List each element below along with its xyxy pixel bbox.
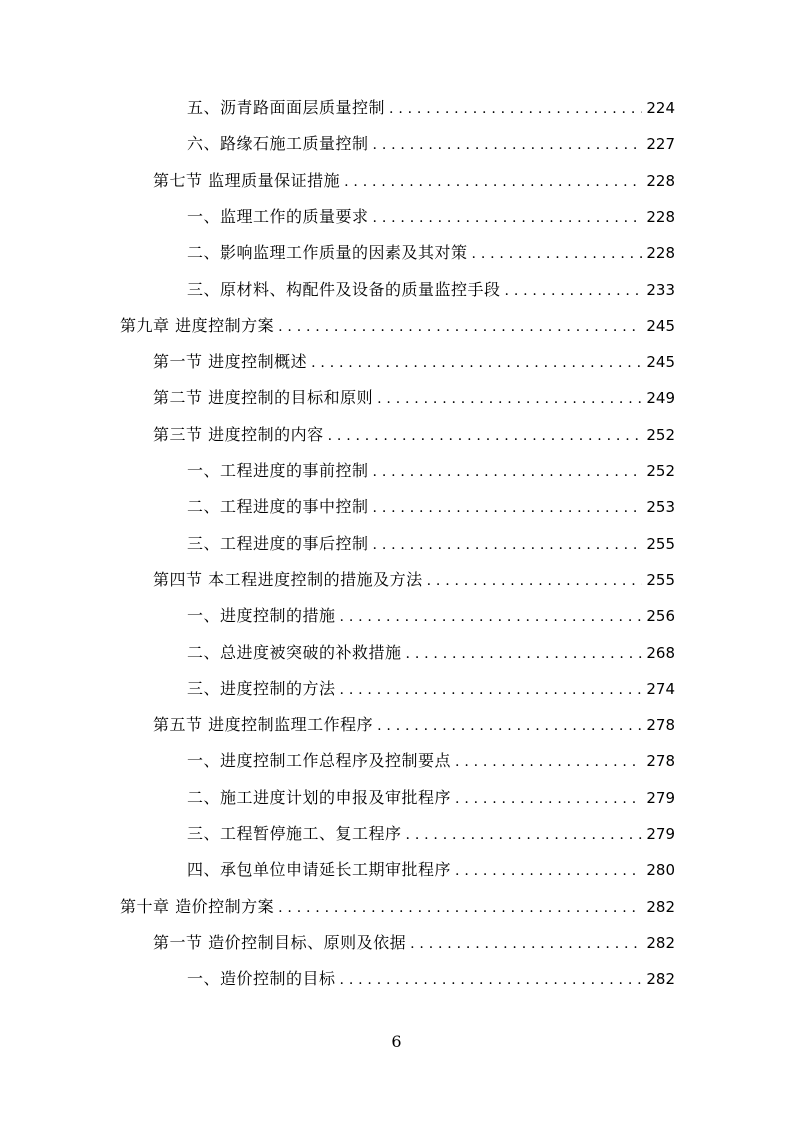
toc-leader-dots	[389, 94, 642, 124]
toc-entry[interactable]	[187, 129, 675, 159]
toc-leader-dots	[455, 747, 642, 777]
toc-entry-title: 三、工程进度的事后控制	[187, 533, 369, 553]
toc-entry-title: 五、沥青路面面层质量控制	[187, 98, 386, 117]
toc-entry-title: 一、进度控制的措施	[187, 606, 336, 626]
toc-leader-dots	[472, 239, 643, 269]
toc-leader-dots	[344, 167, 642, 197]
toc-leader-dots	[455, 784, 642, 814]
toc-leader-dots	[377, 384, 642, 414]
toc-entry-title: 四、承包单位申请延长工期审批程序	[187, 860, 452, 880]
toc-entry-title: 二、总进度被突破的补救措施	[187, 642, 402, 662]
toc-entry[interactable]	[153, 166, 675, 196]
toc-entry[interactable]	[153, 383, 675, 413]
toc-entry-page: 227	[646, 135, 675, 154]
toc-entry-page: 256	[646, 607, 675, 626]
toc-entry[interactable]	[187, 492, 675, 522]
toc-entry-page: 282	[646, 897, 675, 916]
toc-entry[interactable]	[120, 311, 675, 341]
toc-leader-dots	[455, 856, 642, 886]
toc-leader-dots	[328, 421, 643, 451]
toc-entry-title: 一、造价控制的目标	[187, 969, 336, 989]
toc-entry-page: 233	[646, 280, 675, 299]
toc-entry[interactable]	[187, 238, 675, 268]
toc-entry-page: 255	[646, 534, 675, 553]
toc-entry[interactable]	[187, 638, 675, 668]
toc-entry-title: 六、路缘石施工质量控制	[187, 134, 369, 154]
toc-entry-title: 三、工程暂停施工、复工程序	[187, 824, 402, 843]
toc-leader-dots	[340, 675, 643, 705]
toc-entry-page: 245	[646, 316, 675, 335]
toc-entry-title: 三、原材料、构配件及设备的质量监控手段	[187, 279, 501, 299]
toc-entry-page: 278	[646, 716, 675, 735]
toc-entry-page: 252	[646, 462, 675, 480]
toc-entry-page: 278	[646, 752, 675, 771]
toc-leader-dots	[373, 493, 643, 523]
toc-entry[interactable]	[153, 420, 675, 450]
toc-entry[interactable]	[187, 456, 675, 486]
toc-entry-title: 第七节 监理质量保证措施	[153, 170, 341, 190]
toc-leader-dots	[373, 530, 643, 560]
toc-entry-page: 228	[646, 207, 675, 226]
toc-entry-page: 282	[646, 970, 675, 989]
toc-leader-dots	[311, 348, 642, 378]
toc-entry-page: 253	[646, 498, 675, 517]
toc-leader-dots	[377, 711, 642, 741]
toc-leader-dots	[340, 965, 643, 995]
toc-leader-dots	[340, 602, 643, 632]
toc-entry-title: 一、监理工作的质量要求	[187, 206, 369, 226]
toc-leader-dots	[278, 893, 642, 923]
toc-leader-dots	[406, 639, 643, 669]
toc-entry[interactable]	[187, 855, 675, 885]
toc-leader-dots	[427, 566, 643, 596]
toc-entry-page: 279	[646, 788, 675, 807]
toc-leader-dots	[373, 130, 643, 160]
toc-entry[interactable]	[187, 601, 675, 631]
toc-entry-title: 第三节 进度控制的内容	[153, 424, 324, 444]
toc-leader-dots	[373, 203, 643, 233]
toc-entry-title: 第二节 进度控制的目标和原则	[153, 388, 374, 408]
toc-entry-title: 第四节 本工程进度控制的措施及方法	[153, 569, 423, 589]
toc-leader-dots	[278, 312, 642, 342]
toc-entry-title: 三、进度控制的方法	[187, 678, 336, 698]
toc-entry[interactable]	[187, 746, 675, 776]
toc-entry-page: 249	[646, 389, 675, 408]
toc-entry-title: 二、影响监理工作质量的因素及其对策	[187, 243, 468, 263]
toc-entry[interactable]	[153, 347, 675, 377]
toc-entry-page: 245	[646, 353, 675, 372]
toc-entry[interactable]	[187, 93, 675, 123]
toc-entry-title: 一、工程进度的事前控制	[187, 461, 369, 480]
toc-entry-page: 255	[646, 570, 675, 589]
toc-entry[interactable]	[187, 674, 675, 704]
toc-entry[interactable]	[187, 964, 675, 994]
toc-leader-dots	[505, 276, 643, 306]
toc-entry-page: 280	[646, 861, 675, 880]
toc-entry[interactable]	[153, 928, 675, 958]
toc-entry-page: 228	[646, 244, 675, 263]
toc-entry[interactable]	[187, 783, 675, 813]
toc-entry-title: 第五节 进度控制监理工作程序	[153, 715, 374, 735]
toc-entry[interactable]	[153, 565, 675, 595]
toc-leader-dots	[410, 929, 642, 959]
toc-leader-dots	[373, 457, 643, 487]
toc-entry-page: 282	[646, 933, 675, 952]
toc-entry-title: 二、施工进度计划的申报及审批程序	[187, 787, 452, 807]
page-number: 6	[391, 1032, 402, 1051]
toc-entry-page: 228	[646, 171, 675, 190]
toc-entry-title: 一、进度控制工作总程序及控制要点	[187, 751, 452, 771]
toc-entry-title: 第一节 造价控制目标、原则及依据	[153, 932, 407, 952]
toc-entry[interactable]	[187, 275, 675, 305]
toc-entry[interactable]	[187, 202, 675, 232]
toc-entry-page: 274	[646, 679, 675, 698]
toc-entry[interactable]	[153, 710, 675, 740]
toc-entry-page: 279	[646, 825, 675, 843]
toc-leader-dots	[406, 820, 643, 850]
toc-entry-page: 224	[646, 99, 675, 117]
toc-entry[interactable]	[187, 819, 675, 849]
toc-entry-title: 二、工程进度的事中控制	[187, 497, 369, 517]
toc-entry-page: 252	[646, 425, 675, 444]
toc-entry-title: 第九章 进度控制方案	[120, 315, 275, 335]
toc-entry[interactable]	[187, 529, 675, 559]
toc-entry-page: 268	[646, 643, 675, 662]
toc-entry-title: 第一节 进度控制概述	[153, 352, 308, 372]
toc-entry-title: 第十章 造价控制方案	[120, 896, 275, 916]
toc-entry[interactable]	[120, 892, 675, 922]
